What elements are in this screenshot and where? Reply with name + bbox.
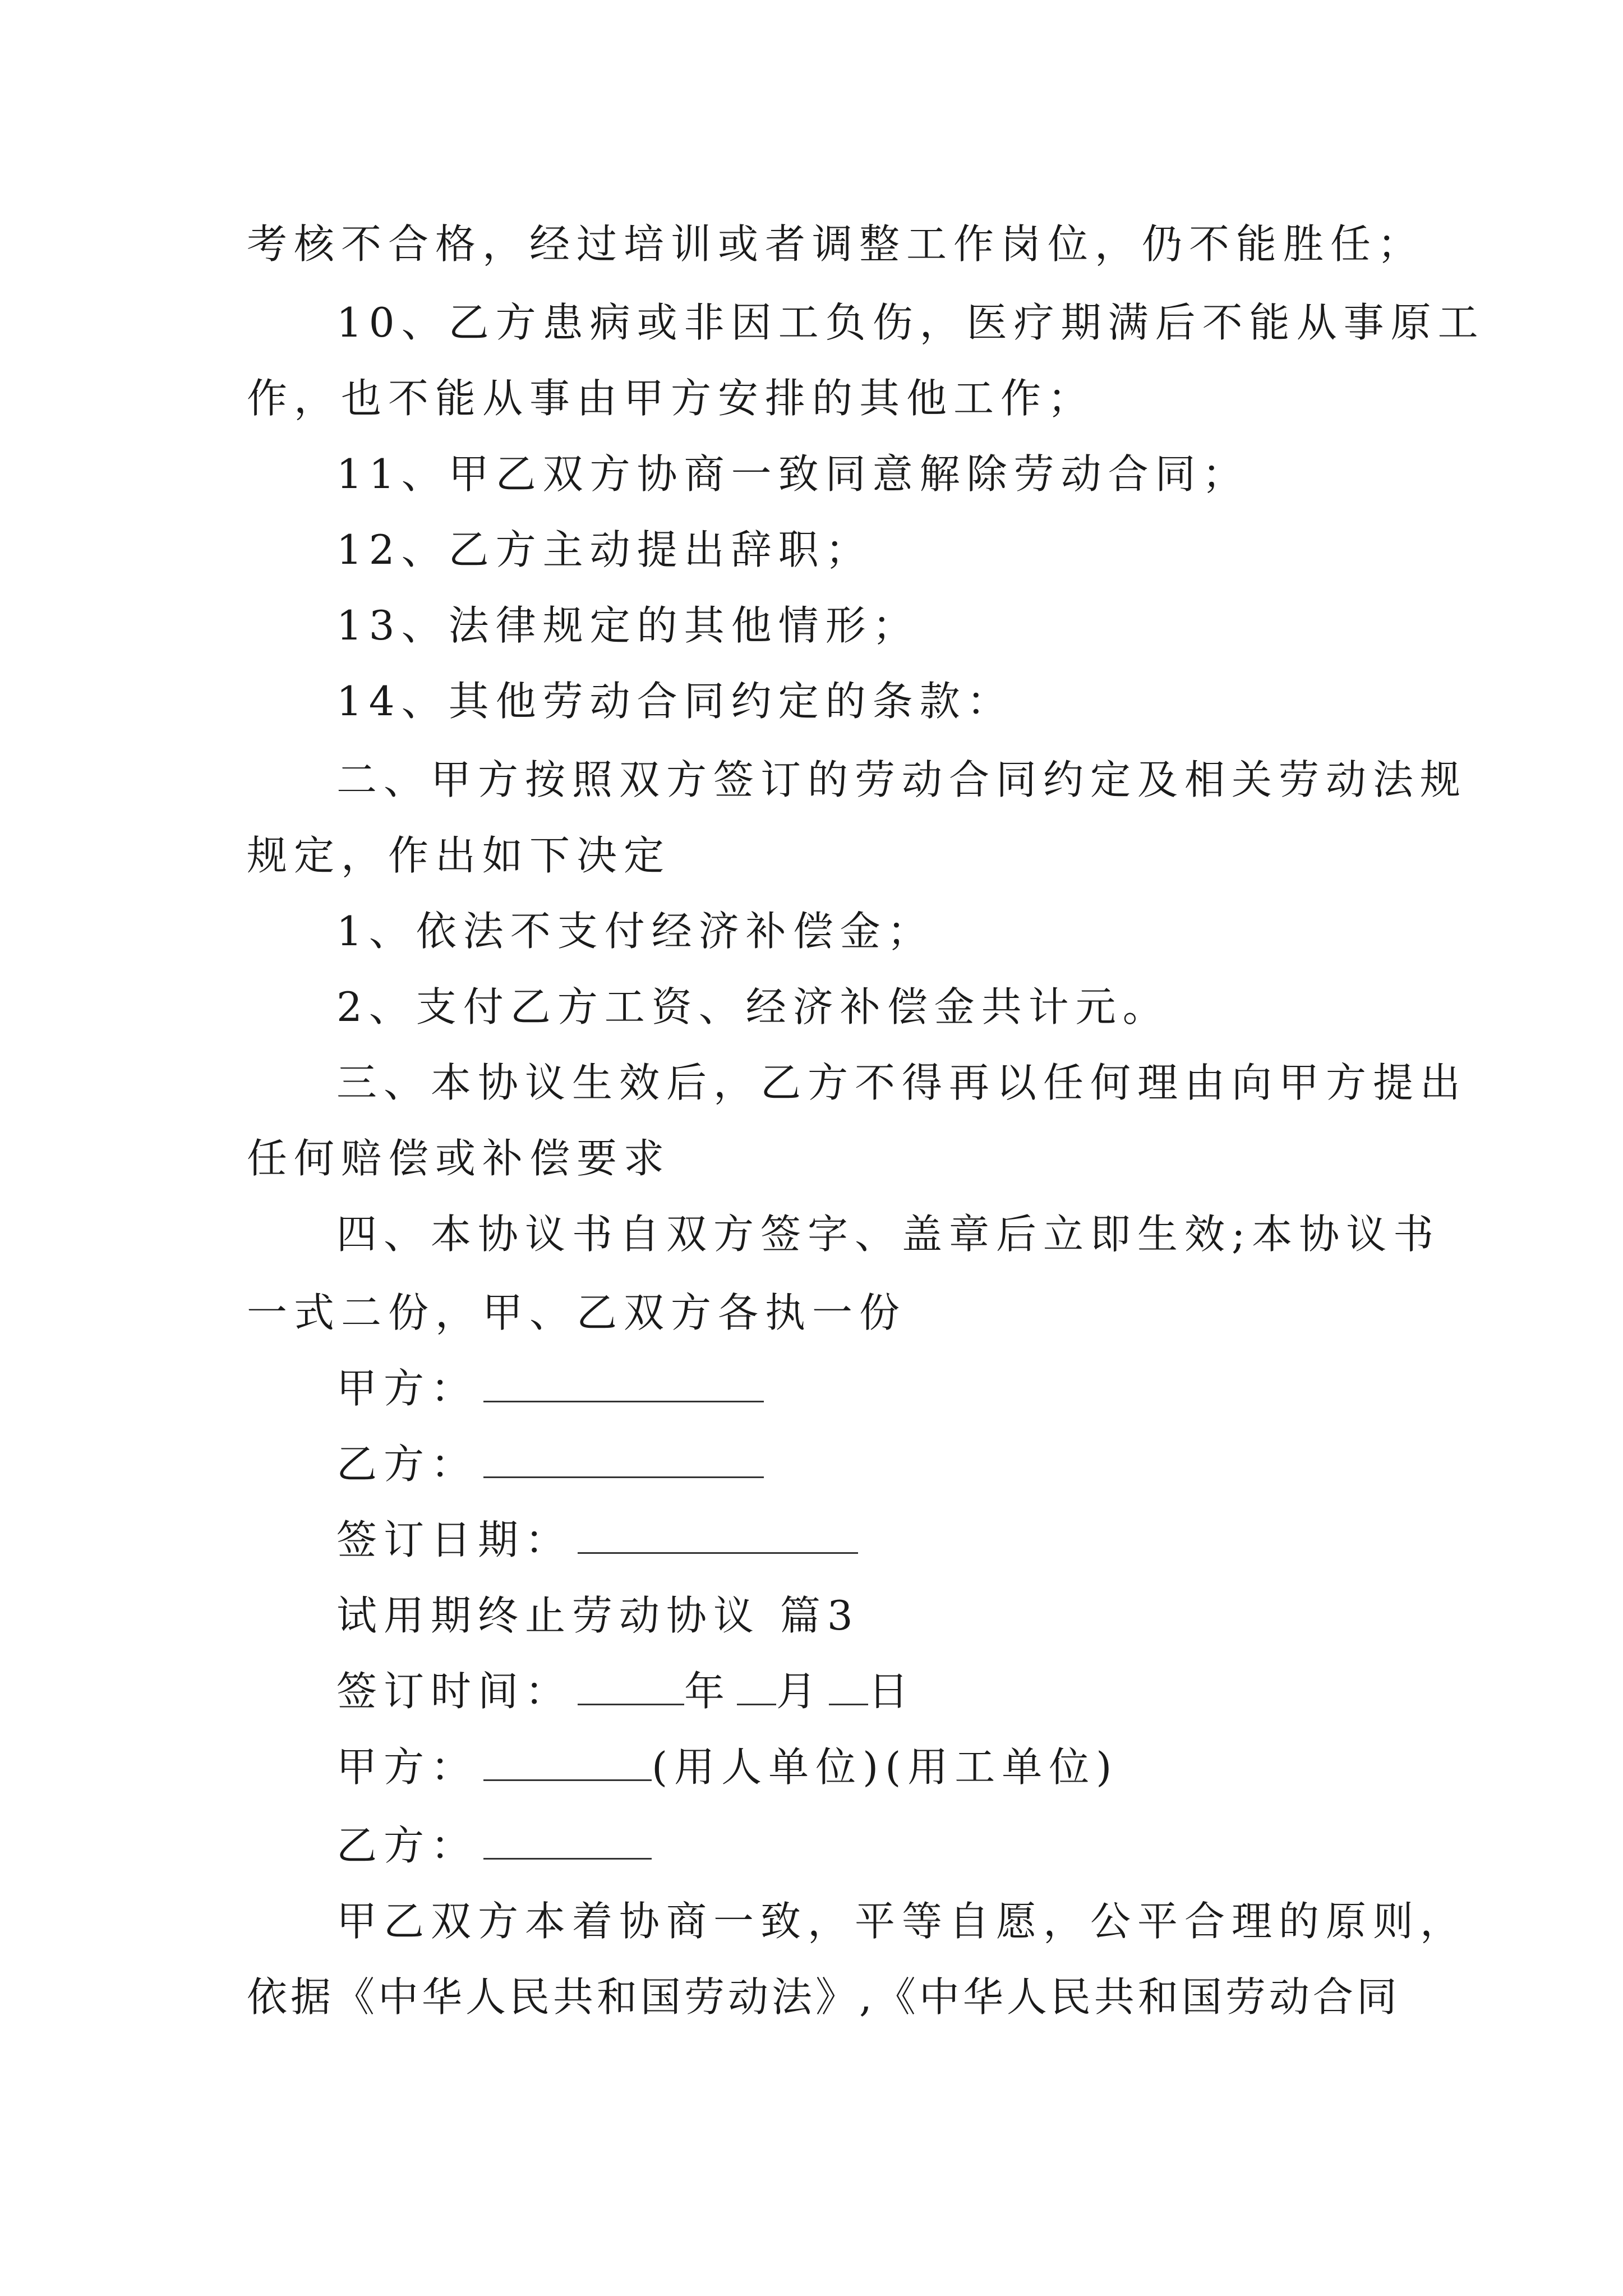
party-b-label-2: 乙方：	[336, 1822, 478, 1869]
party-b-label: 乙方：	[336, 1441, 478, 1488]
party-a-blank[interactable]	[483, 1366, 764, 1402]
sign-date-label: 签订日期：	[336, 1516, 573, 1563]
party-a-label-2: 甲方：	[336, 1743, 478, 1791]
text-line: 作，也不能从事由甲方安排的其他工作；	[247, 375, 1095, 422]
text-line: 一式二份，甲、乙双方各执一份	[247, 1289, 907, 1336]
text-line: 10、乙方患病或非因工负伤，医疗期满后不能从事原工	[336, 299, 1485, 346]
text-line: 规定，作出如下决定	[247, 832, 671, 879]
month-blank[interactable]	[737, 1669, 776, 1705]
text-line: 二、甲方按照双方签订的劳动合同约定及相关劳动法规	[336, 756, 1468, 803]
text-line: 三、本协议生效后，乙方不得再以任何理由向甲方提出	[336, 1059, 1468, 1106]
year-label: 年	[684, 1668, 732, 1715]
party-b-line	[336, 1436, 1503, 1492]
text-line: 13、法律规定的其他情形；	[336, 602, 920, 649]
text-line: 14、其他劳动合同约定的条款：	[336, 678, 1014, 725]
sign-time-label: 签订时间：	[336, 1668, 573, 1715]
party-b-blank[interactable]	[483, 1442, 764, 1478]
year-blank[interactable]	[578, 1669, 684, 1705]
text-line: 1、依法不支付经济补偿金；	[336, 908, 934, 955]
text-line: 12、乙方主动提出辞职；	[336, 526, 873, 573]
party-a-blank-2[interactable]	[483, 1745, 652, 1781]
sign-date-blank[interactable]	[578, 1517, 858, 1554]
employer-type-label: (用人单位)(用工单位)	[652, 1743, 1119, 1791]
day-blank[interactable]	[829, 1669, 868, 1705]
text-line: 四、本协议书自双方签字、盖章后立即生效;本协议书	[336, 1211, 1441, 1258]
party-b-blank-2[interactable]	[483, 1823, 652, 1860]
party-a-line	[336, 1360, 1503, 1416]
party-b-line-2	[336, 1818, 1503, 1874]
sign-date-line	[336, 1512, 1503, 1568]
party-a-label: 甲方：	[336, 1365, 478, 1412]
section-title: 试用期终止劳动协议 篇3	[336, 1592, 860, 1639]
text-line: 考核不合格，经过培训或者调整工作岗位，仍不能胜任；	[247, 220, 1425, 268]
party-a-employer-line	[336, 1739, 1503, 1795]
month-label: 月	[776, 1668, 824, 1715]
text-line: 11、甲乙双方协商一致同意解除劳动合同；	[336, 450, 1249, 498]
text-line: 依据《中华人民共和国劳动法》,《中华人民共和国劳动合同	[247, 1973, 1400, 2021]
text-line: 甲乙双方本着协商一致，平等自愿，公平合理的原则，	[336, 1898, 1468, 1945]
text-line: 任何赔偿或补偿要求	[247, 1135, 671, 1182]
sign-time-line	[336, 1663, 1503, 1719]
text-line: 2、支付乙方工资、经济补偿金共计元。	[336, 983, 1170, 1030]
day-label: 日	[868, 1668, 916, 1715]
